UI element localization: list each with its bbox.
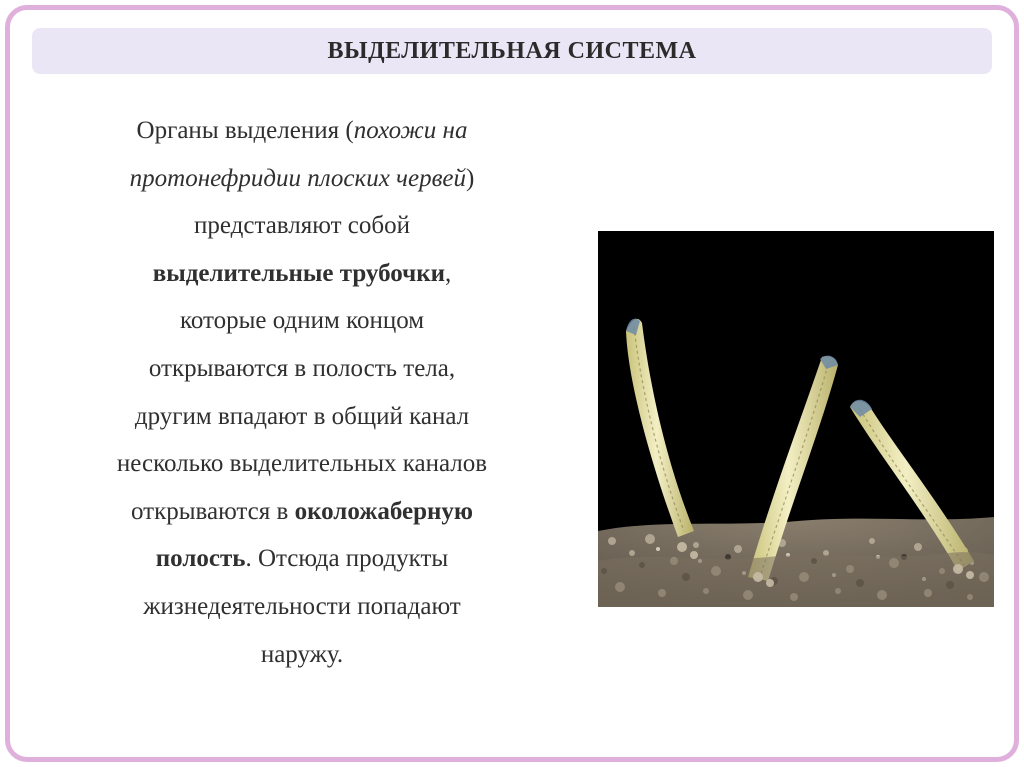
text-italic: похожи на	[353, 117, 468, 144]
text-line-9	[32, 488, 572, 536]
text-line-12: наружу.	[260, 640, 344, 668]
text-line-4	[32, 250, 572, 298]
body-paragraph	[32, 107, 572, 678]
text-line-8: несколько выделительных каналов	[116, 450, 488, 478]
text-normal: . Отсюда продукты	[245, 545, 449, 573]
slide-title: ВЫДЕЛИТЕЛЬНАЯ СИСТЕМА	[327, 37, 697, 64]
text-italic: протонефридии плоских червей	[129, 164, 467, 192]
text-line-2	[32, 155, 572, 203]
text-bold: околожаберную	[294, 497, 474, 525]
text-line-3: представляют собой	[194, 212, 410, 240]
text-line-10	[32, 535, 572, 583]
text-normal: ,	[445, 259, 452, 287]
slide	[5, 5, 1019, 762]
title-bar	[32, 28, 992, 74]
text-line-7: другим впадают в общий канал	[134, 402, 470, 430]
text-normal: )	[466, 164, 475, 192]
text-bold: полость	[155, 545, 246, 573]
text-line-6: открываются в полость тела,	[148, 354, 456, 382]
text-normal: Органы выделения (	[136, 117, 354, 144]
text-normal: открываются в	[130, 497, 295, 525]
text-bold: выделительные трубочки	[152, 259, 446, 287]
text-line-1	[32, 107, 572, 155]
lancelet-photo	[598, 231, 994, 607]
text-line-11: жизнедеятельности попадают	[143, 592, 461, 620]
text-line-5: которые одним концом	[179, 307, 425, 335]
